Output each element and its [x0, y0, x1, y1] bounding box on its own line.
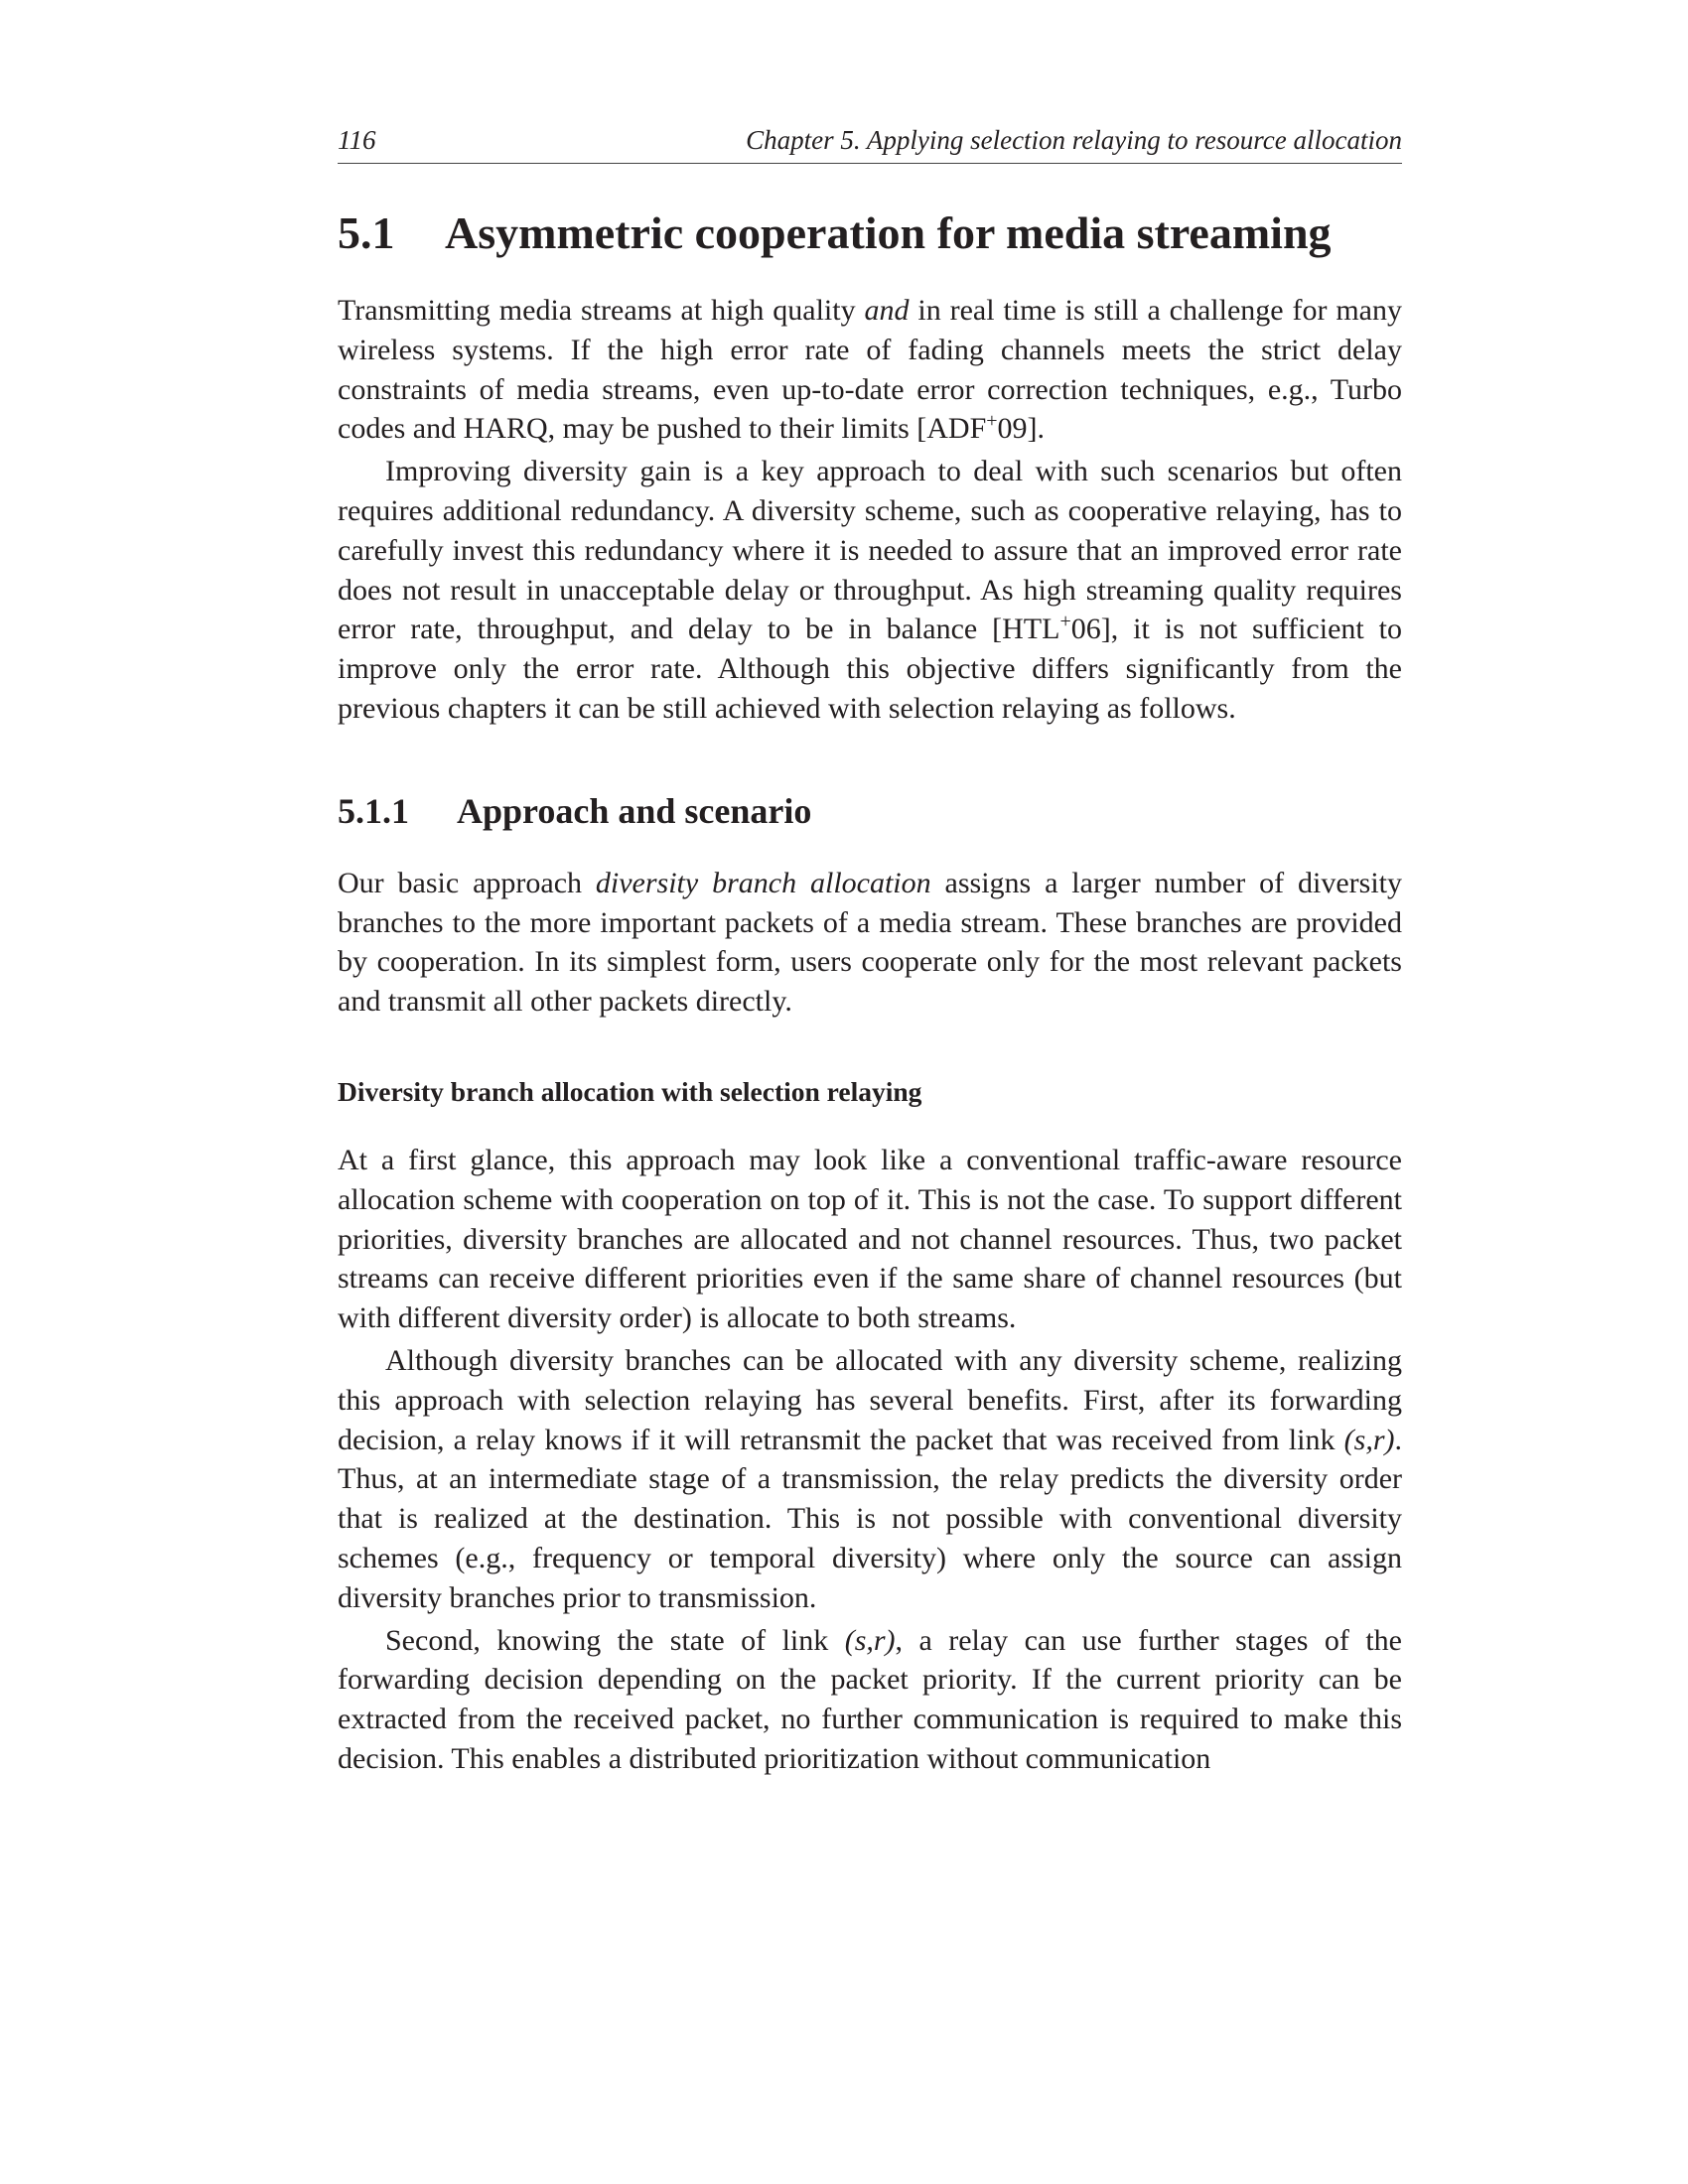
paragraph: Our basic approach diversity branch allocation assigns a larger number of diversity branches to the more important packets of a media stream. These branches are provided by cooperation. In its simplest form, users cooperate only for the most relevant packets and transmit all other packets directly. — [338, 866, 1402, 1019]
paragraph-heading-body — [338, 1141, 1402, 1779]
math-expression: (s,r) — [844, 1623, 896, 1657]
superscript: + — [986, 410, 998, 433]
paragraph-heading: Diversity branch allocation with selection relaying — [338, 1075, 922, 1107]
chapter-title: Chapter 5. Applying selection relaying to resource allocation — [746, 125, 1402, 155]
paragraph: Although diversity branches can be allocated with any diversity scheme, realizing this approach with selection relaying has several benefits. First, after its forwarding decision, a relay knows if it will retransmit the packet that was received from link (s,r). Thus, at an intermediate stage of a transmission, the relay predicts the diversity order that is realized at the destination. This is not possible with conventional diversity schemes (e.g., frequency or temporal diversity) where only the source can assign diversity branches prior to transmission. — [338, 1343, 1402, 1614]
page-number: 116 — [338, 125, 376, 155]
emphasis: diversity branch allocation — [595, 866, 931, 899]
math-expression: (s,r) — [1343, 1423, 1395, 1456]
paragraph: Second, knowing the state of link (s,r), a relay can use further stages of the forwarding decision depending on the packet priority. If the current priority can be extracted from the received packet, no further communication is required to make this decision. This enables a distributed prioritization without communication — [338, 1623, 1402, 1775]
subsection-body — [338, 864, 1402, 1022]
subsection-number: 5.1.1 — [338, 790, 409, 831]
section-number: 5.1 — [338, 207, 395, 258]
section-title: Asymmetric cooperation for media streaming — [445, 207, 1332, 258]
paragraph: At a first glance, this approach may look like a conventional traffic-aware resource allocation scheme with cooperation on top of it. This is not the case. To support different priorities, diversity branches are allocated and not channel resources. Thus, two packet streams can receive different priorities even if the same share of channel resources (but with different diversity order) is allocate to both streams. — [338, 1143, 1402, 1335]
section-heading — [338, 205, 1402, 261]
subsection-heading — [338, 788, 1402, 834]
page — [338, 123, 1402, 1779]
superscript: + — [1059, 611, 1071, 633]
running-header — [338, 123, 1402, 164]
paragraph: Transmitting media streams at high quality and in real time is still a challenge for many wireless systems. If the high error rate of fading channels meets the strict delay constraints of media streams, even up-to-date error correction techniques, e.g., Turbo codes and HARQ, may be pushed to their limits [ADF+09]. — [338, 294, 1402, 446]
section-body — [338, 291, 1402, 729]
paragraph: Improving diversity gain is a key approach to deal with such scenarios but often requires additional redundancy. A diversity scheme, such as cooperative relaying, has to carefully invest this redundancy where it is needed to assure that an improved error rate does not result in unacceptable delay or throughput. As high streaming quality requires error rate, throughput, and delay to be in balance [HTL+06], it is not sufficient to improve only the error rate. Although this objective differs significantly from the previous chapters it can be still achieved with selection relaying as follows. — [338, 455, 1402, 725]
emphasis: and — [864, 294, 910, 327]
subsection-title: Approach and scenario — [457, 790, 812, 831]
